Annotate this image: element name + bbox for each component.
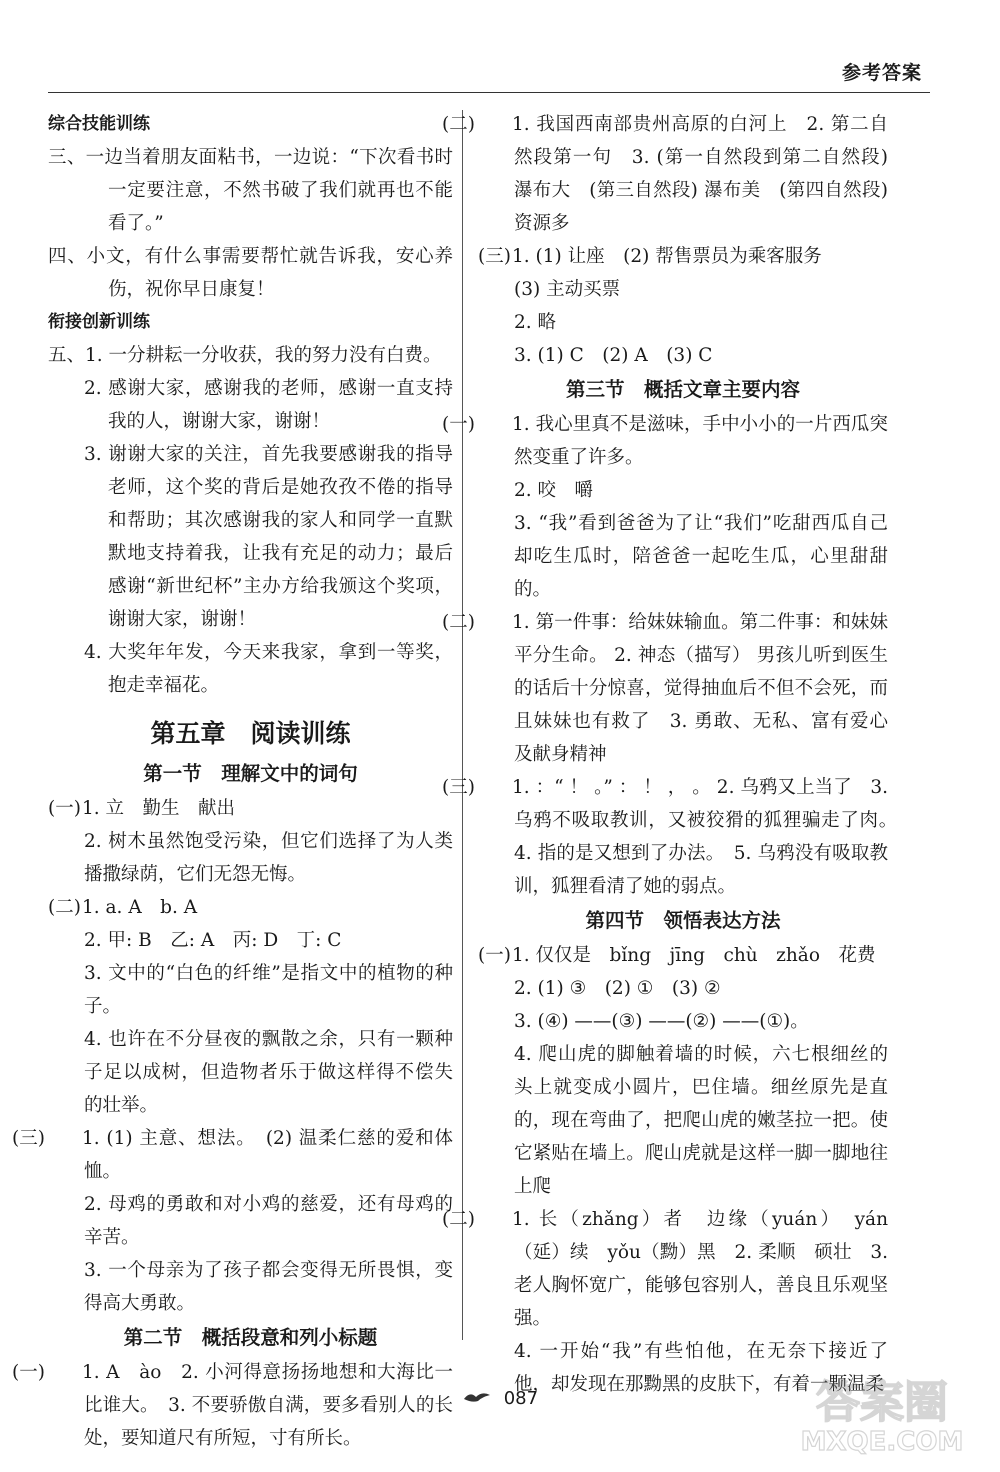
- answer-b-1: (一) 1. A ào 2. 小河得意扬扬地想和大海比一比谁大。 3. 不要骄傲自满，要多看别人的长处，要知道尺有所短，寸有所长。: [12, 1362, 453, 1449]
- answer-2-2: 2. 甲: B 乙: A 丙: D 丁: C: [84, 930, 342, 951]
- answer-d-2: (二) 1. 第一件事：给妹妹输血。第二件事：和妹妹平分生命。 2. 神态（描写） 男孩儿听到医生的话后十分惊喜，觉得抽血后不但不会死，而且妹妹也有救了 3. 勇敢、无私、富有爱心及献身精神: [442, 612, 888, 765]
- section-title-2: 第二节 概括段意和列小标题: [123, 1326, 378, 1349]
- mark-san: (三): [12, 1128, 45, 1149]
- header-title: 参考答案: [841, 62, 922, 84]
- answer-d-1-3: 3. “我”看到爸爸为了让“我们”吃甜西瓜自己却吃生瓜时，陪爸爸一起吃生瓜，心里甜甜的。: [514, 513, 888, 600]
- answer-e-1-3: 3. (④) ——(③) ——(②) ——(①)。: [514, 1011, 809, 1032]
- chapter-title: 第五章 阅读训练: [150, 719, 351, 748]
- answer-wu-1: 五、1. 一分耕耘一分收获，我的努力没有白费。: [48, 345, 442, 366]
- answer-c-3-1: (三)1. (1) 让座 (2) 帮售票员为乘客服务: [478, 246, 822, 267]
- answer-2-1: (二)1. a. A b. A: [48, 891, 453, 924]
- page-number: 087: [503, 1388, 539, 1409]
- answer-d-3: (三) 1. ：“ ！ 。” ： ！ ， 。 2. 乌鸦又上当了 3. 乌鸦不吸取教训，又被狡猾的狐狸骗走了肉。 4. 指的是又想到了办法。 5. 乌鸦没有吸取教训，狐狸看清了她的弱点。: [442, 777, 907, 897]
- answer-wu-2: 2. 感谢大家，感谢我的老师，感谢一直支持我的人，谢谢大家，谢谢！: [84, 378, 453, 432]
- answer-san: 三、一边当着朋友面粘书，一边说：“下次看书时一定要注意，不然书破了我们就再也不能看了。”: [48, 147, 453, 234]
- answer-1-1: (一)1. 立 勤生 献出: [48, 792, 453, 825]
- section-title-1: 第一节 理解文中的词句: [143, 762, 358, 785]
- answer-wu-4: 4. 大奖年年发，今天来我家，拿到一等奖，抱走幸福花。: [84, 642, 453, 696]
- answer-c-2: (二) 1. 我国西南部贵州高原的白河上 2. 第二自然段第一句 3. (第一自然段到第二自然段) 瀑布大 (第三自然段) 瀑布美 (第四自然段) 资源多: [442, 114, 888, 234]
- answer-1-2: 2. 树木虽然饱受污染，但它们选择了为人类播撒绿荫，它们无怨无悔。: [84, 831, 453, 885]
- answer-e-1-2: 2. (1) ③ (2) ① (3) ②: [514, 978, 721, 999]
- answer-2-3: 3. 文中的“白色的纤维”是指文中的植物的种子。: [84, 963, 453, 1017]
- mark-er: (二): [48, 897, 81, 918]
- answer-e-1-1: (一)1. 仅仅是 bǐng jīng chù zhǎo 花费: [478, 945, 876, 966]
- section-title-3: 第三节 概括文章主要内容: [565, 378, 800, 401]
- answer-e-2: (二) 1. 长（zhǎng）者 边缘（yuán） yán（延）续 yǒu（黝）黑 2. 柔顺 硕壮 3. 老人胸怀宽广，能够包容别人，善良且乐观坚强。: [442, 1209, 888, 1329]
- answer-2-4: 4. 也许在不分昼夜的飘散之余，只有一颗种子足以成树，但造物者乐于做这样得不偿失的壮举。: [84, 1029, 453, 1116]
- section-label-comprehensive: 综合技能训练: [48, 114, 150, 134]
- answer-wu-3: 3. 谢谢大家的关注，首先我要感谢我的指导老师，这个奖的背后是她孜孜不倦的指导和帮助；其次感谢我的家人和同学一直默默地支持着我，让我有充足的动力；最后感谢“新世纪杯”主办方给我颁这个奖项，谢谢大家，谢谢！: [84, 444, 453, 630]
- section-title-4: 第四节 领悟表达方法: [585, 909, 781, 932]
- left-column: [12, 108, 453, 1455]
- bird-icon: [462, 1389, 492, 1410]
- answer-d-1-2: 2. 咬 嚼: [514, 480, 594, 501]
- answer-c-3-3: 3. (1) C (2) A (3) C: [514, 345, 713, 366]
- column-divider: [462, 110, 463, 1340]
- mark-yi: (一): [48, 798, 81, 819]
- answer-3-1: (三) 1. (1) 主意、想法。 (2) 温柔仁慈的爱和体恤。: [48, 1122, 453, 1188]
- right-column: [442, 108, 907, 1401]
- answer-si: 四、小文，有什么事需要帮忙就告诉我，安心养伤，祝你早日康复！: [48, 246, 453, 300]
- section-label-innovation: 衔接创新训练: [48, 312, 150, 332]
- svg-text:答案圈: 答案圈: [816, 1377, 948, 1428]
- answer-c-3-2: 2. 略: [514, 312, 557, 333]
- header-rule: [48, 92, 930, 93]
- svg-text:MXQE.COM: MXQE.COM: [800, 1427, 964, 1457]
- answer-d-1-1: (一) 1. 我心里真不是滋味，手中小小的一片西瓜突然变重了许多。: [442, 414, 888, 468]
- answer-e-2-4: 4. 一开始“我”有些怕他，在无奈下接近了他，却发现在那黝黑的皮肤下，有着一颗温柔: [514, 1341, 888, 1395]
- answer-3-3: 3. 一个母亲为了孩子都会变得无所畏惧，变得高大勇敢。: [84, 1260, 453, 1314]
- answer-e-1-4: 4. 爬山虎的脚触着墙的时候，六七根细丝的头上就变成小圆片，巴住墙。细丝原先是直的，现在弯曲了，把爬山虎的嫩茎拉一把。使它紧贴在墙上。爬山虎就是这样一脚一脚地往上爬: [514, 1044, 888, 1197]
- watermark-logo: [782, 1362, 982, 1462]
- answer-c-3-1b: (3) 主动买票: [514, 279, 621, 300]
- answer-3-2: 2. 母鸡的勇敢和对小鸡的慈爱，还有母鸡的辛苦。: [84, 1194, 453, 1248]
